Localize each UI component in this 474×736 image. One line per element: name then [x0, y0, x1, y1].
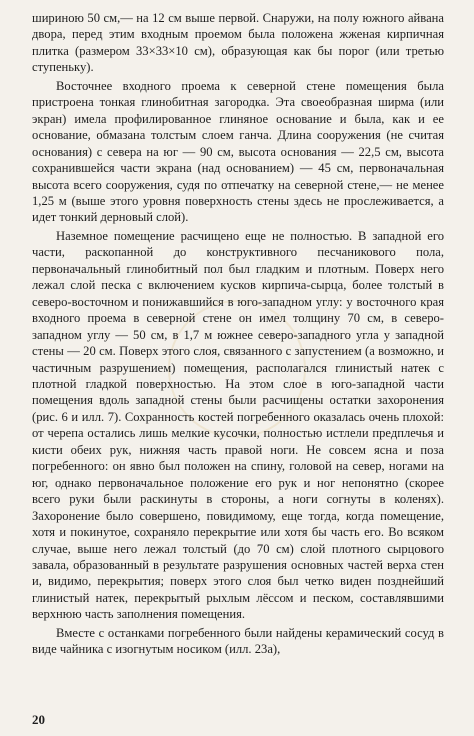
paragraph-entrance-threshold: шириною 50 см,— на 12 см выше первой. Снаружи, на полу южного айвана двора, перед этим входным проемом была положена жженая кирпичная плитка (размером 33×33×10 см), образующая как бы порог (или третью ступеньку).: [32, 11, 444, 75]
paragraph-ceramic-vessel: Вместе с останками погребенного были найдены керамический сосуд в виде чайника с изогнутым носиком (илл. 23а),: [32, 625, 444, 657]
page-number: 20: [32, 712, 45, 727]
text-column: [32, 10, 444, 658]
paragraph-clay-screen: Восточнее входного проема к северной стене помещения была пристроена тонкая глинобитная загородка. Эта своеобразная ширма (или экран) имела профилированное глиняное основание и была, как и ее основание, обмазана толстым слоем ганча. Длина сооружения (не считая основания) с севера на юг — 90 см, высота основания — 22,5 см, высота сохранившейся части экрана (над основанием) — 45 см, первоначальная высота всего сооружения, судя по отпечатку на северной стене,— не менее 1,25 м (выше этого уровня поверхность стены здесь не прослеживается, а идет тонкий дерновый слой).: [32, 78, 444, 225]
paragraph-ground-room-burial: Наземное помещение расчищено еще не полностью. В западной его части, раскопанной до конструктивного песчаникового пола, первоначальный глинобитный пол был гладким и плотным. Поверх него лежал слой песка с включением кусков кирпича-сырца, более толстый в северо-восточном и понижавшийся в юго-западном углу: у восточного края входного проема в северной стене он имел толщину 70 см, в северо-западном углу — 50 см, в 1,7 м южнее северо-западного угла у западной стены — 20 см. Поверх этого слоя, связанного с запустением (а возможно, и частичным разрушением) помещения, располагался глинистый натек с плотной гладкой поверхностью. На этом слое в юго-западной части помещения вдоль западной стены были расчищены остатки захоронения (рис. 6 и илл. 7). Сохранность костей погребенного оказалась очень плохой: от черепа остались лишь мелкие кусочки, полностью истлели предплечья и кисти обеих рук, нижняя часть правой ноги. Не совсем ясна и поза погребенного: он явно был положен на спину, головой на север, ногами на юг, однако первоначальное положение его рук и ног непонятно (скорее всего руки были раскинуты в стороны, а ноги согнуты в коленях). Захоронение было совершено, повидимому, еще тогда, когда помещение, хотя и покинутое, сохраняло перекрытие или хотя бы часть его. Во всяком случае, выше него лежал толстый (до 70 см) слой плотного сырцового завала, образованный в результате разрушения основных частей верха стен и, видимо, перекрытия; поверх этого слоя был четко виден позднейший глинистый натек, перекрытый рыхлым лёссом и песком, составлявшими верхнюю часть заполнения помещения.: [32, 228, 444, 622]
